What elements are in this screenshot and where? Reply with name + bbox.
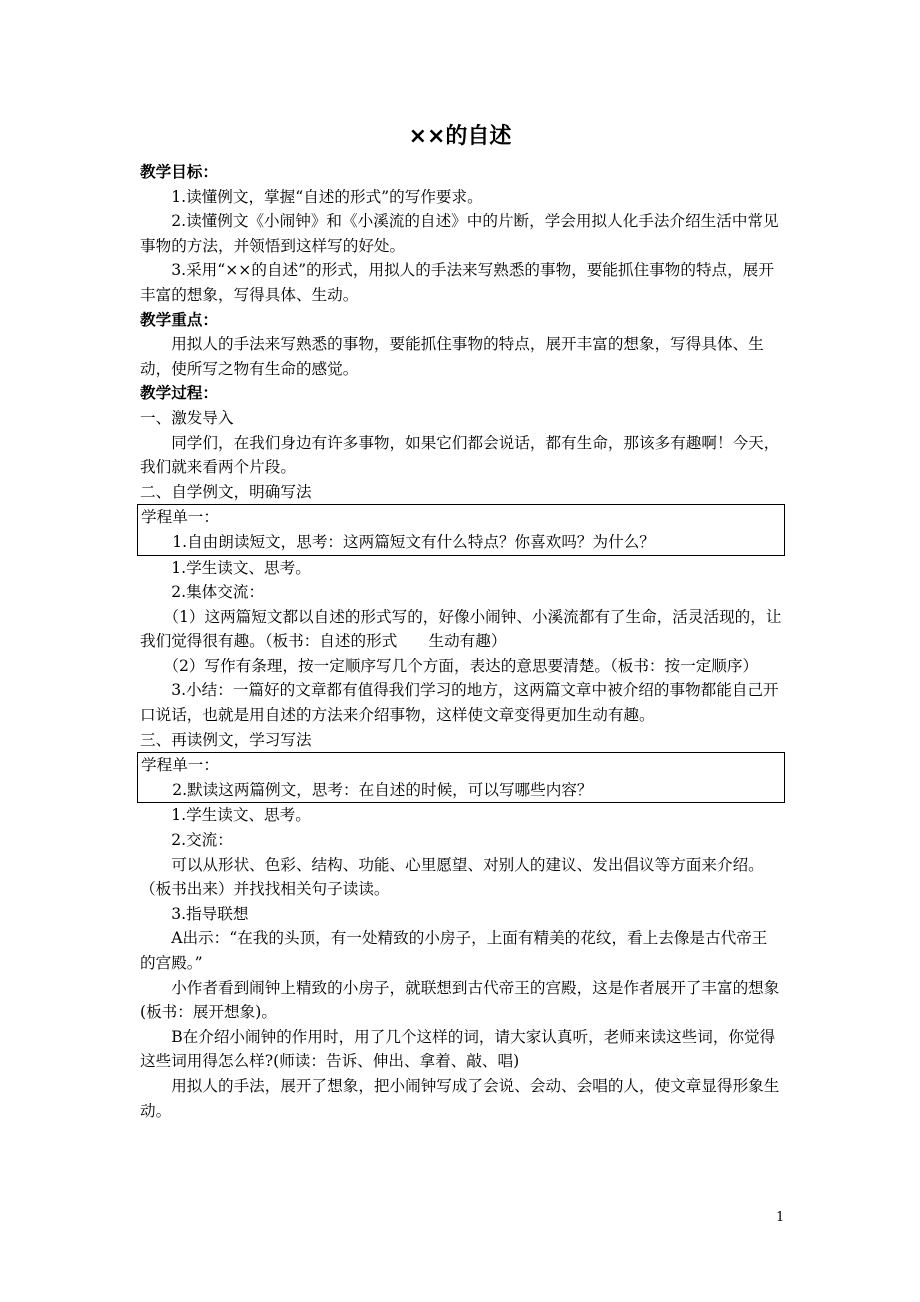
step2-title: 二、自学例文，明确写法 xyxy=(140,482,312,501)
worksheet-box-1 xyxy=(137,504,785,555)
step3-item-3d: 用拟人的手法，展开了想象，把小闹钟写成了会说、会动、会唱的人，使文章显得形象生动。 xyxy=(140,1076,780,1120)
step3-item-3a: A出示：“在我的头顶，有一处精致的小房子，上面有精美的花纹，看上去像是古代帝王的宫殿。” xyxy=(140,929,768,972)
step1-title: 一、激发导入 xyxy=(140,408,234,427)
worksheet-box-2 xyxy=(137,752,785,803)
goals-heading: 教学目标： xyxy=(140,163,218,181)
key-heading: 教学重点： xyxy=(140,310,218,329)
step2-item-3: 3.小结：一篇好的文章都有值得我们学习的地方，这两篇文章中被介绍的事物都能自己开口说话，也就是用自述的方法来介绍事物，这样使文章变得更加生动有趣。 xyxy=(140,681,779,725)
step3-item-1: 1.学生读文、思考。 xyxy=(171,806,311,825)
step3-title: 三、再读例文，学习写法 xyxy=(140,730,312,749)
goal-item-1: 1.读懂例文，掌握“自述的形式”的写作要求。 xyxy=(171,187,483,206)
step3-item-3c: B在介绍小闹钟的作用时，用了几个这样的词，请大家认真听，老师来读这些词，你觉得这些词用得怎么样?(师读：告诉、伸出、拿着、敲、唱) xyxy=(140,1027,776,1071)
step3-item-3: 3.指导联想 xyxy=(171,904,249,923)
key-text: 用拟人的手法来写熟悉的事物，要能抓住事物的特点，展开丰富的想象，写得具体、生动，使所写之物有生命的感觉。 xyxy=(140,335,764,378)
worksheet-label: 学程单一： xyxy=(141,508,219,527)
worksheet-task: 1.自由朗读短文，思考：这两篇短文有什么特点？你喜欢吗？为什么？ xyxy=(172,532,655,551)
step1-text: 同学们，在我们身边有许多事物，如果它们都会说话，都有生命，那该多有趣啊！今天，我们就来看两个片段。 xyxy=(140,433,780,477)
step3-item-2a: 可以从形状、色彩、结构、功能、心里愿望、对别人的建议、发出倡议等方面来介绍。（板书出来）并找找相关句子读读。 xyxy=(140,855,764,899)
step2-item-2a: （1）这两篇短文都以自述的形式写的，好像小闹钟、小溪流都有了生命，活灵活现的，让我们觉得很有趣。（板书：自述的形式 生动有趣） xyxy=(140,607,782,651)
step2-item-1: 1.学生读文、思考。 xyxy=(171,558,311,577)
step3-item-2: 2.交流： xyxy=(171,831,233,850)
page-title: ××的自述 xyxy=(408,124,512,149)
worksheet-task: 2.默读这两篇例文，思考：在自述的时候，可以写哪些内容？ xyxy=(172,780,593,799)
worksheet-label: 学程单一： xyxy=(141,756,219,775)
process-heading: 教学过程： xyxy=(140,384,218,403)
step3-item-3b: 小作者看到闹钟上精致的小房子，就联想到古代帝王的宫殿，这是作者展开了丰富的想象(板书：展开想象)。 xyxy=(140,978,780,1022)
goal-item-3: 3.采用“××的自述”的形式，用拟人的手法来写熟悉的事物，要能抓住事物的特点，展开丰富的想象，写得具体、生动。 xyxy=(140,261,774,304)
page-number: 1 xyxy=(776,1210,785,1225)
step2-item-2b: （2）写作有条理，按一定顺序写几个方面，表达的意思要清楚。（板书：按一定顺序） xyxy=(163,656,759,675)
document-body xyxy=(140,160,782,1123)
step2-item-2: 2.集体交流： xyxy=(171,583,265,602)
goal-item-2: 2.读懂例文《小闹钟》和《小溪流的自述》中的片断，学会用拟人化手法介绍生活中常见事物的方法，并领悟到这样写的好处。 xyxy=(140,212,779,255)
